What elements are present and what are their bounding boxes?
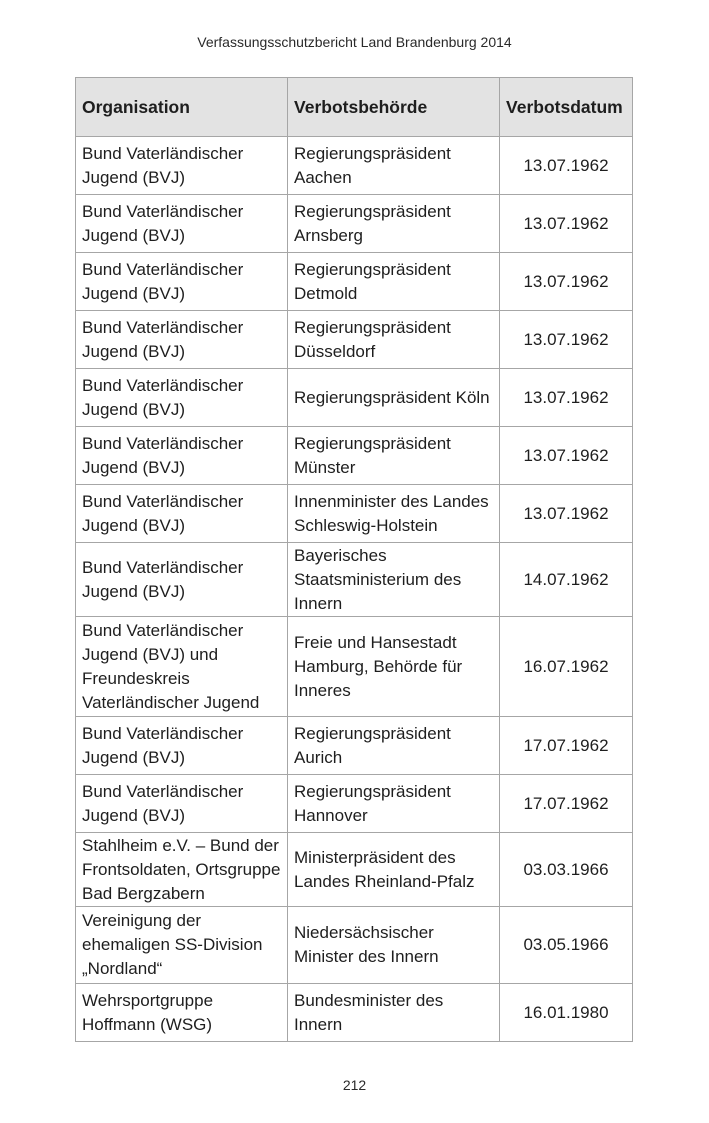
column-header-organisation: Organisation [76,78,288,137]
cell-organisation: Bund Vaterländischer Jugend (BVJ) [76,427,288,485]
cell-date: 16.01.1980 [500,984,633,1042]
table-row [76,717,633,775]
cell-authority: Bayerisches Staatsministerium des Innern [288,543,500,617]
cell-authority: Freie und Hansestadt Hamburg, Behörde für Inneres [288,617,500,717]
cell-date: 13.07.1962 [500,311,633,369]
cell-authority: Regierungspräsident Arnsberg [288,195,500,253]
table-row [76,485,633,543]
cell-authority: Innenminister des Landes Schleswig-Holstein [288,485,500,543]
cell-date: 16.07.1962 [500,617,633,717]
table-row [76,775,633,833]
cell-organisation: Bund Vaterländischer Jugend (BVJ) [76,253,288,311]
cell-date: 17.07.1962 [500,717,633,775]
table-row [76,253,633,311]
cell-authority: Niedersächsischer Minister des Innern [288,907,500,984]
cell-date: 13.07.1962 [500,369,633,427]
cell-organisation: Bund Vaterländischer Jugend (BVJ) [76,369,288,427]
cell-organisation: Bund Vaterländischer Jugend (BVJ) [76,717,288,775]
table-row [76,311,633,369]
table-row [76,137,633,195]
cell-date: 13.07.1962 [500,485,633,543]
cell-date: 03.05.1966 [500,907,633,984]
running-header: Verfassungsschutzbericht Land Brandenburg 2014 [197,34,512,50]
cell-authority: Regierungspräsident Aachen [288,137,500,195]
table-row [76,907,633,984]
cell-organisation: Vereinigung der ehemaligen SS-Division „Nordland“ [76,907,288,984]
cell-date: 14.07.1962 [500,543,633,617]
cell-authority: Regierungspräsident Münster [288,427,500,485]
cell-date: 17.07.1962 [500,775,633,833]
table-row [76,617,633,717]
table-header-row [76,78,633,137]
ban-table [75,77,633,1042]
cell-authority: Regierungspräsident Düsseldorf [288,311,500,369]
column-header-date: Verbotsdatum [500,78,633,137]
cell-authority: Bundesminister des Innern [288,984,500,1042]
cell-date: 13.07.1962 [500,427,633,485]
cell-organisation: Bund Vaterländischer Jugend (BVJ) [76,137,288,195]
cell-date: 13.07.1962 [500,137,633,195]
cell-authority: Regierungspräsident Detmold [288,253,500,311]
table-row [76,427,633,485]
cell-organisation: Bund Vaterländischer Jugend (BVJ) [76,543,288,617]
table-row [76,369,633,427]
cell-date: 13.07.1962 [500,253,633,311]
table-row [76,984,633,1042]
table-row [76,833,633,907]
cell-date: 03.03.1966 [500,833,633,907]
cell-organisation: Wehrsportgruppe Hoffmann (WSG) [76,984,288,1042]
cell-authority: Ministerpräsident des Landes Rheinland-Pfalz [288,833,500,907]
page-number: 212 [342,1077,367,1093]
cell-organisation: Bund Vaterländischer Jugend (BVJ) [76,311,288,369]
cell-authority: Regierungspräsident Hannover [288,775,500,833]
cell-date: 13.07.1962 [500,195,633,253]
cell-authority: Regierungspräsident Köln [288,369,500,427]
table-row [76,543,633,617]
cell-organisation: Bund Vaterländischer Jugend (BVJ) [76,775,288,833]
cell-organisation: Bund Vaterländischer Jugend (BVJ) [76,485,288,543]
column-header-authority: Verbotsbehörde [288,78,500,137]
cell-organisation: Stahlheim e.V. – Bund der Frontsoldaten, Ortsgruppe Bad Bergzabern [76,833,288,907]
cell-authority: Regierungspräsident Aurich [288,717,500,775]
cell-organisation: Bund Vaterländischer Jugend (BVJ) und Freundeskreis Vaterländischer Jugend [76,617,288,717]
cell-organisation: Bund Vaterländischer Jugend (BVJ) [76,195,288,253]
table-row [76,195,633,253]
